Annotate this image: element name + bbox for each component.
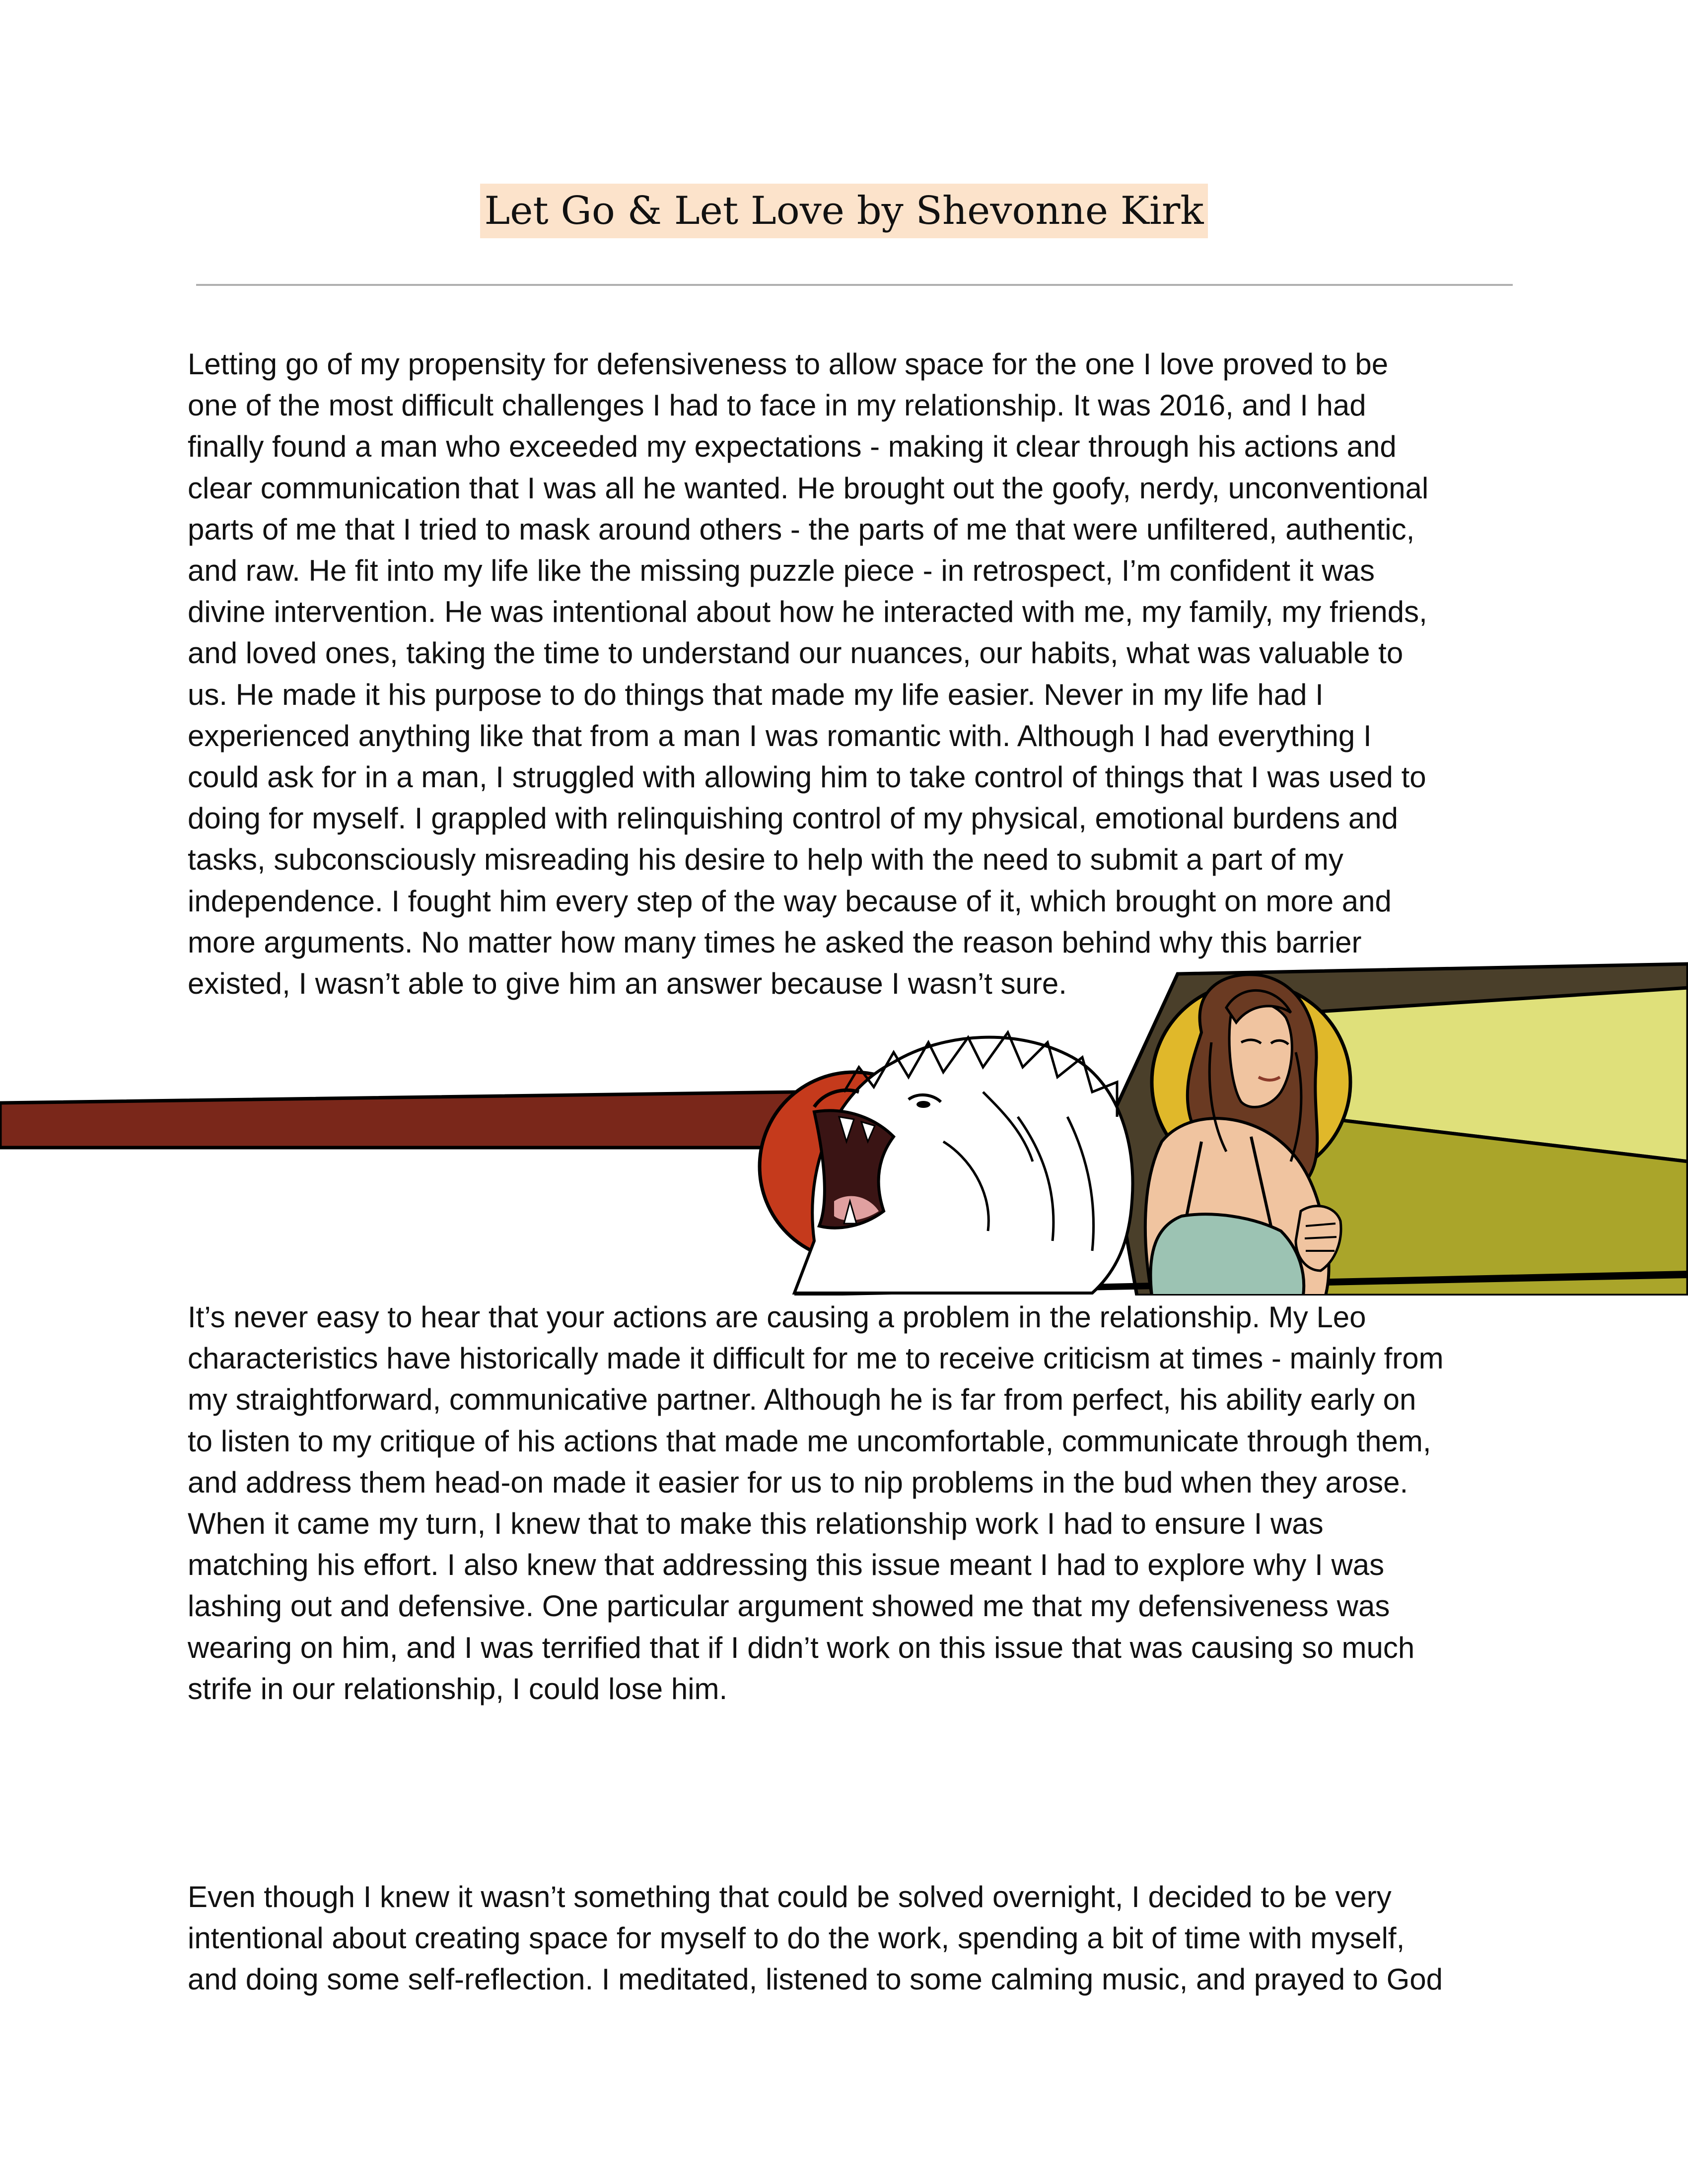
paragraph-line: independence. I fought him every step of the way because of it, which brought on more and bbox=[188, 884, 1392, 918]
title-divider bbox=[196, 284, 1513, 286]
paragraph-line: divine intervention. He was intentional about how he interacted with me, my family, my friends, bbox=[188, 595, 1427, 629]
paragraph-line: lashing out and defensive. One particular argument showed me that my defensiveness was bbox=[188, 1589, 1390, 1623]
paragraph-line: experienced anything like that from a man I was romantic with. Although I had everything I bbox=[188, 719, 1372, 752]
paragraph-line: one of the most difficult challenges I had to face in my relationship. It was 2016, and I had bbox=[188, 389, 1366, 422]
paragraph-line: us. He made it his purpose to do things that made my life easier. Never in my life had I bbox=[188, 678, 1324, 711]
paragraph-line: When it came my turn, I knew that to make this relationship work I had to ensure I was bbox=[188, 1507, 1324, 1541]
paragraph-line: intentional about creating space for myself to do the work, spending a bit of time with myself, bbox=[188, 1921, 1405, 1955]
paragraph-line: could ask for in a man, I struggled with allowing him to take control of things that I was used to bbox=[188, 760, 1426, 794]
paragraph-line: Even though I knew it wasn’t something that could be solved overnight, I decided to be very bbox=[188, 1880, 1392, 1913]
paragraph-line: characteristics have historically made it difficult for me to receive criticism at times - mainly from bbox=[188, 1342, 1444, 1375]
illustration bbox=[0, 958, 1688, 1296]
stripe-left bbox=[0, 1092, 794, 1148]
paragraph-1 bbox=[188, 343, 1428, 1004]
paragraph-line: tasks, subconsciously misreading his desire to help with the need to submit a part of my bbox=[188, 843, 1343, 877]
paragraph-2 bbox=[188, 1297, 1444, 1709]
paragraph-line: and doing some self-reflection. I meditated, listened to some calming music, and prayed to God bbox=[188, 1963, 1443, 1996]
paragraph-line: and raw. He fit into my life like the missing puzzle piece - in retrospect, I’m confident it was bbox=[188, 554, 1375, 588]
paragraph-line: Letting go of my propensity for defensiveness to allow space for the one I love proved to be bbox=[188, 347, 1389, 381]
paragraph-line: It’s never easy to hear that your actions are causing a problem in the relationship. My Leo bbox=[188, 1300, 1366, 1334]
paragraph-line: wearing on him, and I was terrified that if I didn’t work on this issue that was causing so much bbox=[188, 1631, 1415, 1664]
paragraph-line: parts of me that I tried to mask around others - the parts of me that were unfiltered, authentic, bbox=[188, 512, 1415, 546]
paragraph-line: doing for myself. I grappled with relinquishing control of my physical, emotional burdens and bbox=[188, 802, 1398, 835]
paragraph-line: existed, I wasn’t able to give him an answer because I wasn’t sure. bbox=[188, 967, 1067, 1001]
paragraph-line: more arguments. No matter how many times he asked the reason behind why this barrier bbox=[188, 925, 1362, 959]
paragraph-line: matching his effort. I also knew that addressing this issue meant I had to explore why I was bbox=[188, 1548, 1385, 1582]
paragraph-3 bbox=[188, 1876, 1443, 2000]
paragraph-line: clear communication that I was all he wanted. He brought out the goofy, nerdy, unconventional bbox=[188, 471, 1429, 505]
paragraph-line: and loved ones, taking the time to understand our nuances, our habits, what was valuable to bbox=[188, 636, 1404, 670]
paragraph-line: and address them head-on made it easier for us to nip problems in the bud when they arose. bbox=[188, 1465, 1408, 1499]
document-title: Let Go & Let Love by Shevonne Kirk bbox=[480, 184, 1207, 238]
title-container bbox=[0, 184, 1688, 238]
paragraph-line: strife in our relationship, I could lose him. bbox=[188, 1672, 728, 1706]
paragraph-line: finally found a man who exceeded my expectations - making it clear through his actions and bbox=[188, 430, 1397, 464]
paragraph-line: to listen to my critique of his actions that made me uncomfortable, communicate through them, bbox=[188, 1424, 1431, 1458]
paragraph-line: my straightforward, communicative partner. Although he is far from perfect, his ability early on bbox=[188, 1383, 1416, 1417]
